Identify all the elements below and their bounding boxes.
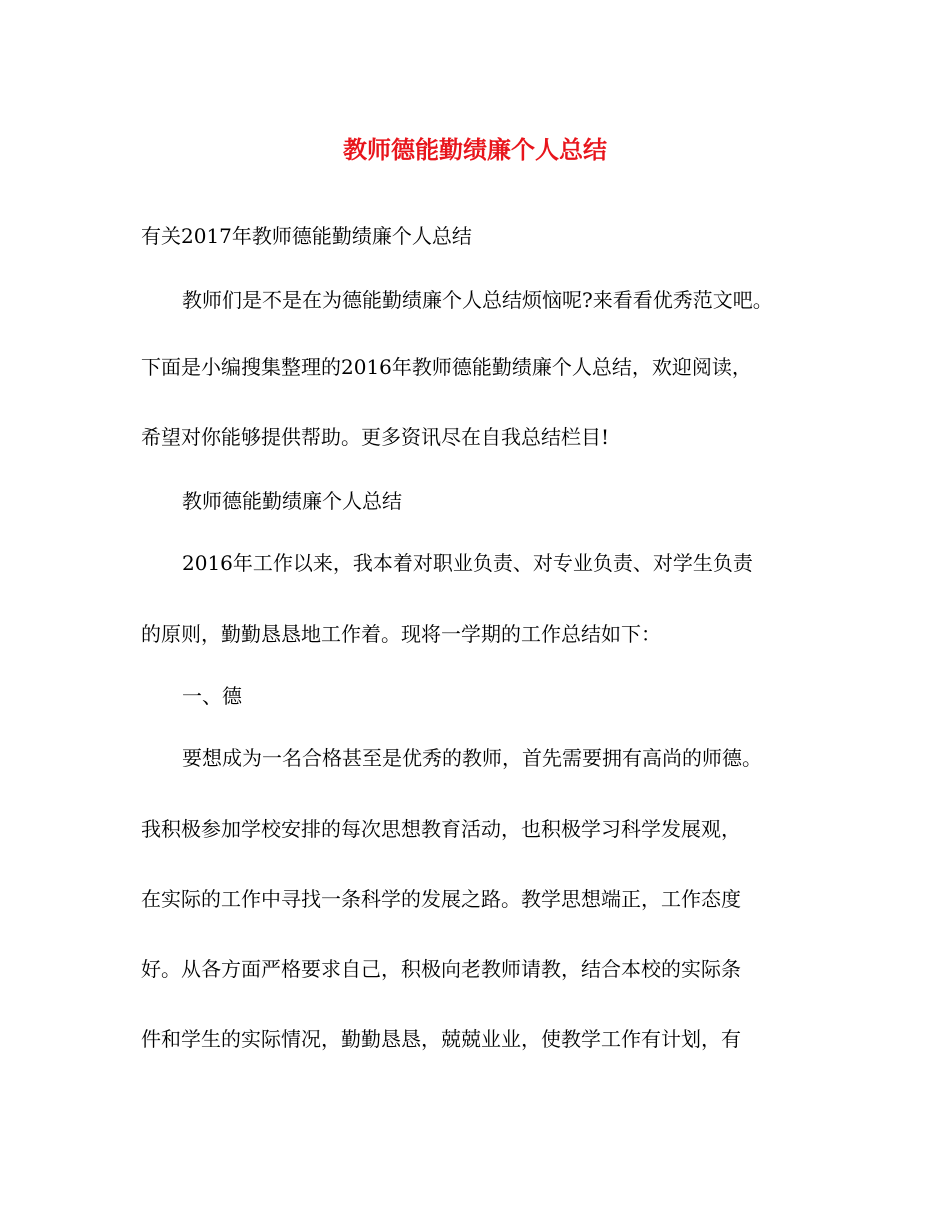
paragraph-line: 件和学生的实际情况，勤勤恳恳，兢兢业业，使教学工作有计划，有 [141,1027,741,1051]
subtitle-line: 有关2017年教师德能勤绩廉个人总结 [141,224,472,248]
paragraph-line: 好。从各方面严格要求自己，积极向老教师请教，结合本校的实际条 [141,957,741,981]
paragraph-line: 希望对你能够提供帮助。更多资讯尽在自我总结栏目! [141,425,610,449]
paragraph-line: 下面是小编搜集整理的2016年教师德能勤绩廉个人总结，欢迎阅读， [141,355,752,379]
paragraph-line: 的原则，勤勤恳恳地工作着。现将一学期的工作总结如下： [141,622,661,646]
paragraph-line: 在实际的工作中寻找一条科学的发展之路。教学思想端正，工作态度 [141,887,741,911]
paragraph-line: 我积极参加学校安排的每次思想教育活动，也积极学习科学发展观， [141,817,741,841]
document-title: 教师德能勤绩廉个人总结 [343,135,607,164]
section-heading: 教师德能勤绩廉个人总结 [182,489,402,513]
paragraph-line: 2016年工作以来，我本着对职业负责、对专业负责、对学生负责 [182,551,753,575]
paragraph-line: 教师们是不是在为德能勤绩廉个人总结烦恼呢?来看看优秀范文吧。 [182,288,773,312]
paragraph-line: 要想成为一名合格甚至是优秀的教师，首先需要拥有高尚的师德。 [182,746,762,770]
section-heading: 一、德 [182,684,242,708]
